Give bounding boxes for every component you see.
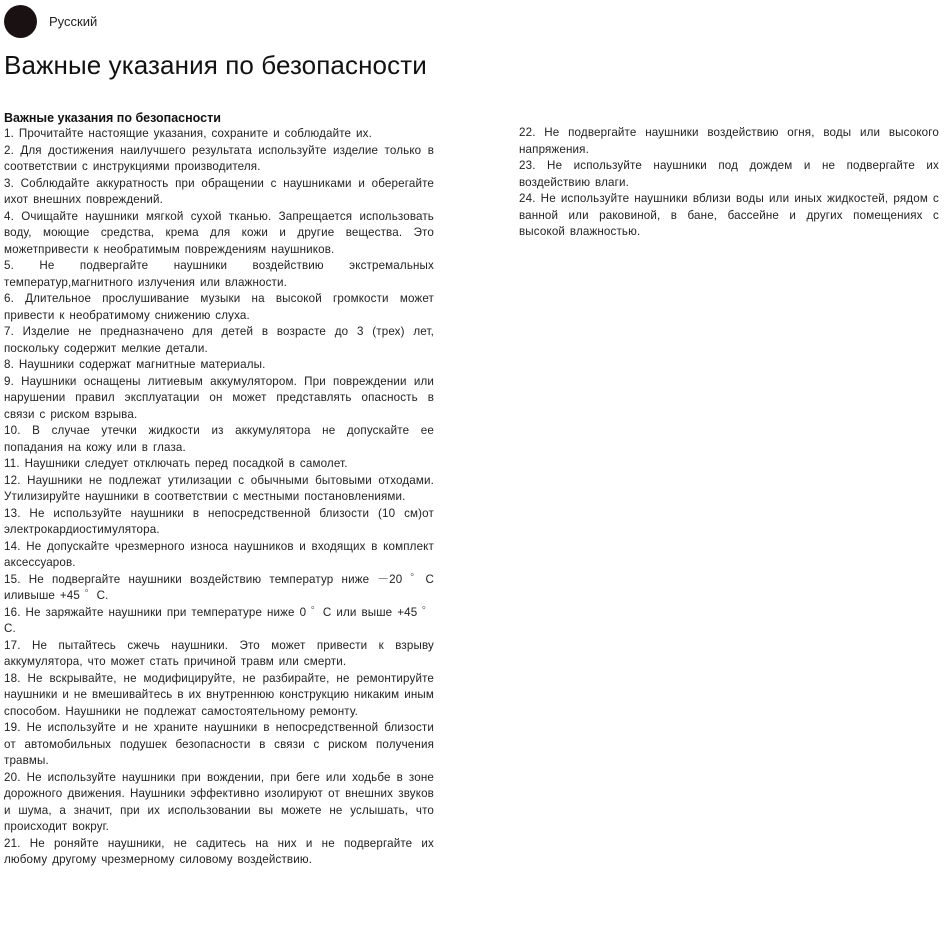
safety-list-left — [4, 126, 434, 869]
list-item: 3. Соблюдайте аккуратность при обращении с наушниками и оберегайте ихот внешних повреждений. — [4, 176, 434, 206]
list-item: 14. Не допускайте чрезмерного износа наушников и входящих в комплект аксессуаров. — [4, 539, 434, 569]
list-item: 12. Наушники не подлежат утилизации с обычными бытовыми отходами. Утилизируйте наушники в соответствии с местными постановлениями. — [4, 473, 434, 503]
right-column — [519, 125, 939, 241]
list-item: 19. Не используйте и не храните наушники в непосредственной близости от автомобильных подушек безопасности в связи с риском получения травмы. — [4, 721, 434, 767]
safety-list-right — [519, 125, 939, 241]
list-item: 4. Очищайте наушники мягкой сухой тканью. Запрещается использовать воду, моющие средства, крема для кожи и другие вещества. Это можетпривести к необратимым повреждениям наушников. — [4, 209, 434, 256]
section-heading: Важные указания по безопасности — [4, 111, 221, 125]
list-item: 6. Длительное прослушивание музыки на высокой громкости может привести к необратимому снижению слуха. — [4, 292, 434, 322]
list-item: 1. Прочитайте настоящие указания, сохраните и соблюдайте их. — [4, 127, 372, 140]
list-item: 10. В случае утечки жидкости из аккумулятора не допускайте ее попадания на кожу или в глаза. — [4, 424, 434, 454]
list-item: 5. Не подвергайте наушники воздействию экстремальных температур,магнитного излучения или влажности. — [4, 259, 434, 289]
language-flag-icon — [4, 5, 37, 38]
list-item: 11. Наушники следует отключать перед посадкой в самолет. — [4, 457, 348, 470]
list-item: 22. Не подвергайте наушники воздействию огня, воды или высокого напряжения. — [519, 126, 939, 156]
page-title: Важные указания по безопасности — [4, 50, 427, 80]
list-item: 9. Наушники оснащены литиевым аккумулятором. При повреждении или нарушении правил эксплуатации он может представлять опасность в связи с риском взрыва. — [4, 374, 434, 421]
list-item: 8. Наушники содержат магнитные материалы. — [4, 358, 266, 371]
list-item: 21. Не роняйте наушники, не садитесь на них и не подвергайте их любому другому чрезмерному силовому воздействию. — [4, 836, 434, 866]
language-selector[interactable] — [4, 4, 97, 38]
list-item: 23. Не используйте наушники под дождем и не подвергайте их воздействию влаги. — [519, 159, 939, 189]
list-item: 17. Не пытайтесь сжечь наушники. Это может привести к взрыву аккумулятора, что может стать причиной травм или смерти. — [4, 638, 434, 668]
list-item: 2. Для достижения наилучшего результата используйте изделие только в соответствии с инструкциями производителя. — [4, 143, 434, 173]
list-item: 13. Не используйте наушники в непосредственной близости (10 см)от электрокардиостимулятора. — [4, 506, 434, 536]
list-item: 20. Не используйте наушники при вождении, при беге или ходьбе в зоне дорожного движения. Наушники эффективно изолируют от внешних звуков и шума, а значит, при их использовании вы можете не услышать, что происходит вокруг. — [4, 770, 434, 833]
list-item: 16. Не заряжайте наушники при температуре ниже 0 ゜C или выше +45 ゜C. — [4, 605, 434, 635]
list-item: 24. Не используйте наушники вблизи воды или иных жидкостей, рядом с ванной или раковиной, в бане, бассейне и других помещениях с высокой влажностью. — [519, 192, 939, 238]
list-item: 7. Изделие не предназначено для детей в возрасте до 3 (трех) лет, поскольку содержит мелкие детали. — [4, 325, 434, 355]
list-item: 15. Не подвергайте наушники воздействию температур ниже －20 ゜C иливыше +45 ゜C. — [4, 572, 434, 602]
list-item: 18. Не вскрывайте, не модифицируйте, не разбирайте, не ремонтируйте наушники и не вмешивайтесь в их внутреннюю конструкцию никаким иным способом. Наушники не подлежат самостоятельному ремонту. — [4, 671, 434, 718]
left-column — [4, 110, 434, 869]
language-label: Русский — [49, 13, 98, 29]
